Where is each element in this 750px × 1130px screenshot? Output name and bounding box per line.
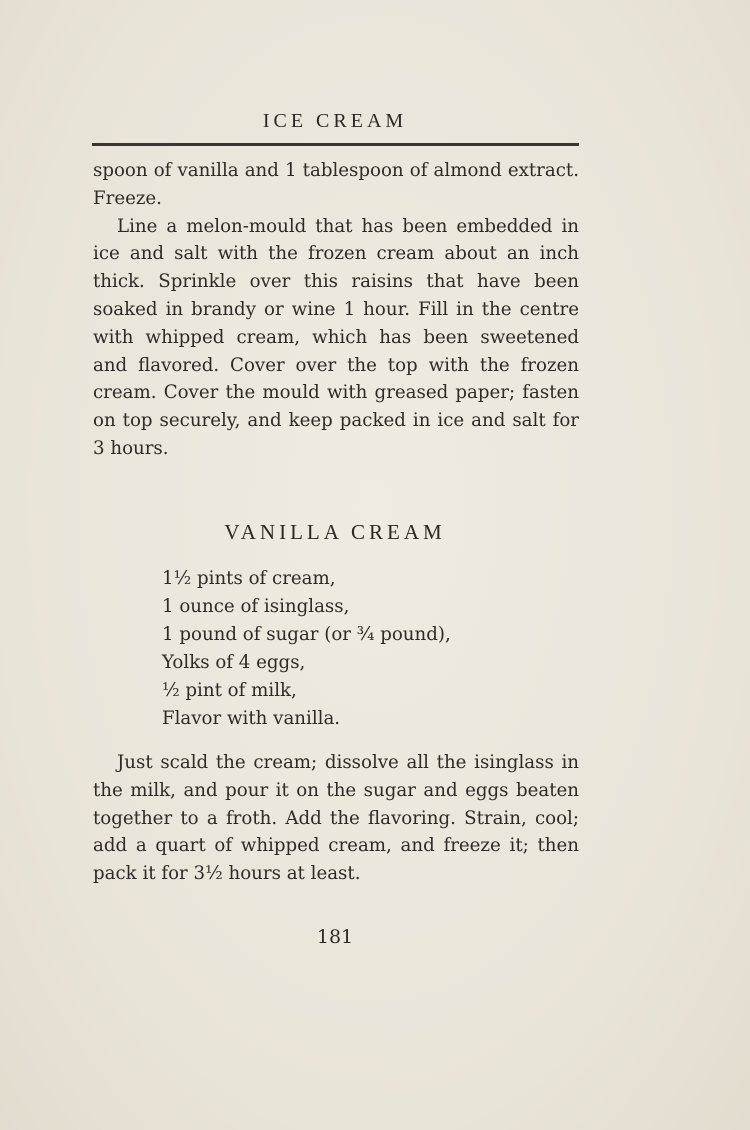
paragraph-continued: spoon of vanilla and 1 tablespoon of almond extract. Freeze. xyxy=(93,160,579,209)
header-rule xyxy=(92,143,579,146)
ingredient-item: 1½ pints of cream, xyxy=(162,568,336,589)
ingredient-item: Yolks of 4 eggs, xyxy=(162,652,306,673)
ingredient-item: ½ pint of milk, xyxy=(162,680,297,701)
recipe-title: VANILLA CREAM xyxy=(224,520,446,544)
continuation-text xyxy=(93,157,579,463)
running-head: ICE CREAM xyxy=(262,110,408,132)
method-text xyxy=(93,749,579,888)
paragraph-melon-mould: Line a melon-mould that has been embedded in ice and salt with the frozen cream about an inch thick. Sprinkle over this raisins that have been soaked in brandy or wine 1 hour. Fill in the centre with whipped cream, which has been sweetened and flavored. Cover over the top with the frozen cream. Cover the mould with greased paper; fasten on top securely, and keep packed in ice and salt for 3 hours. xyxy=(93,215,579,459)
ingredient-item: 1 pound of sugar (or ¾ pound), xyxy=(162,624,451,645)
ingredient-list xyxy=(162,565,582,733)
paragraph-method: Just scald the cream; dissolve all the isinglass in the milk, and pour it on the sugar and eggs beaten together to a froth. Add the flavoring. Strain, cool; add a quart of whipped cream, and freeze it; then pack it for 3½ hours at least. xyxy=(93,752,579,885)
ingredient-item: 1 ounce of isinglass, xyxy=(162,596,350,617)
page-number: 181 xyxy=(316,926,354,948)
ingredient-item: Flavor with vanilla. xyxy=(162,708,341,729)
